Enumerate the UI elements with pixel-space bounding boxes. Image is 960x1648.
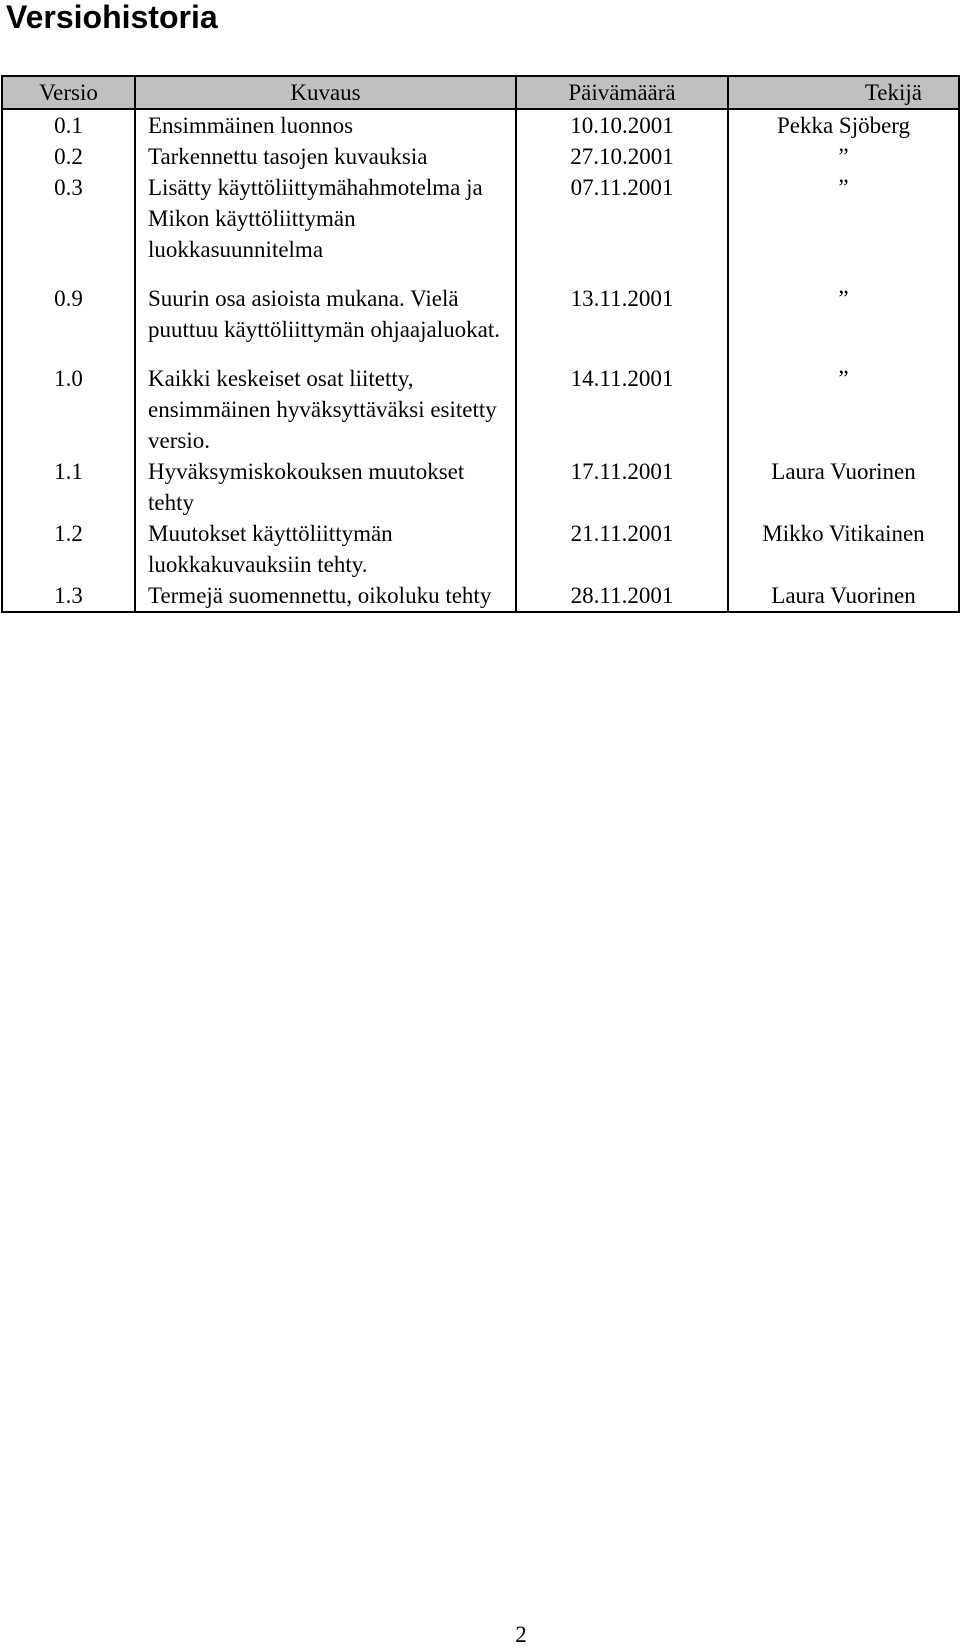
author-cell: ” <box>728 141 959 172</box>
table-row <box>2 172 959 283</box>
author-cell: ” <box>728 283 959 363</box>
column-header-version: Versio <box>2 76 135 109</box>
date-cell: 13.11.2001 <box>516 283 728 363</box>
column-header-description: Kuvaus <box>135 76 516 109</box>
date-cell: 17.11.2001 <box>516 456 728 518</box>
description-cell: Kaikki keskeiset osat liitetty, ensimmäinen hyväksyttäväksi esitetty versio. <box>135 363 516 456</box>
date-cell: 27.10.2001 <box>516 141 728 172</box>
version-history-table <box>1 75 960 613</box>
version-cell: 1.0 <box>2 363 135 456</box>
date-cell: 28.11.2001 <box>516 580 728 612</box>
version-cell: 0.9 <box>2 283 135 363</box>
version-cell: 0.2 <box>2 141 135 172</box>
author-cell: Pekka Sjöberg <box>728 109 959 141</box>
author-cell: ” <box>728 172 959 283</box>
table-header-row <box>2 76 959 109</box>
date-cell: 14.11.2001 <box>516 363 728 456</box>
table-row <box>2 363 959 456</box>
version-cell: 1.2 <box>2 518 135 580</box>
date-cell: 07.11.2001 <box>516 172 728 283</box>
table-row <box>2 580 959 612</box>
version-cell: 0.3 <box>2 172 135 283</box>
column-header-author: Tekijä <box>728 76 959 109</box>
author-cell: Laura Vuorinen <box>728 456 959 518</box>
table-row <box>2 518 959 580</box>
description-cell: Muutokset käyttöliittymän luokkakuvauksiin tehty. <box>135 518 516 580</box>
version-cell: 1.3 <box>2 580 135 612</box>
table-row <box>2 456 959 518</box>
description-cell: Hyväksymiskokouksen muutokset tehty <box>135 456 516 518</box>
page-number: 2 <box>515 1622 527 1647</box>
description-cell: Tarkennettu tasojen kuvauksia <box>135 141 516 172</box>
description-cell: Lisätty käyttöliittymähahmotelma ja Mikon käyttöliittymän luokkasuunnitelma <box>135 172 516 283</box>
table-row <box>2 283 959 363</box>
description-cell: Ensimmäinen luonnos <box>135 109 516 141</box>
page-title: Versiohistoria <box>6 0 218 35</box>
description-cell: Suurin osa asioista mukana. Vielä puuttuu käyttöliittymän ohjaajaluokat. <box>135 283 516 363</box>
table-row <box>2 141 959 172</box>
date-cell: 10.10.2001 <box>516 109 728 141</box>
date-cell: 21.11.2001 <box>516 518 728 580</box>
author-cell: ” <box>728 363 959 456</box>
table-row <box>2 109 959 141</box>
version-cell: 0.1 <box>2 109 135 141</box>
version-cell: 1.1 <box>2 456 135 518</box>
author-cell: Mikko Vitikainen <box>728 518 959 580</box>
column-header-date: Päivämäärä <box>516 76 728 109</box>
description-cell: Termejä suomennettu, oikoluku tehty <box>135 580 516 612</box>
author-cell: Laura Vuorinen <box>728 580 959 612</box>
